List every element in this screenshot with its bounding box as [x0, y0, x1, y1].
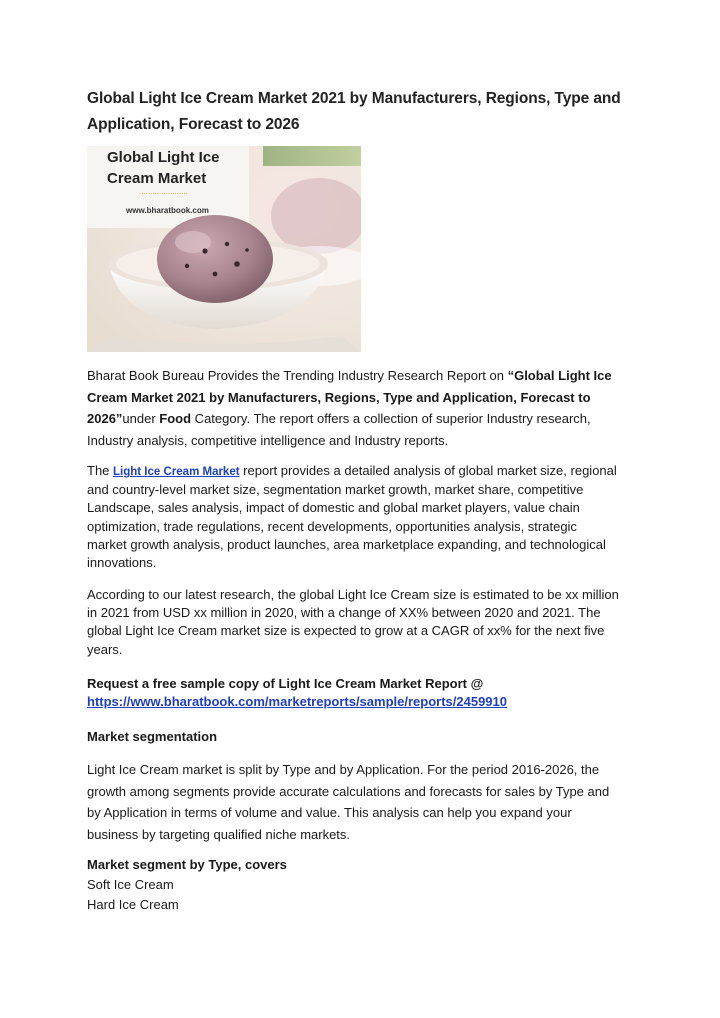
sample-request-link[interactable]: https://www.bharatbook.com/marketreports/sample/reports/2459910 — [87, 694, 507, 710]
hero-dots: ...................... — [139, 187, 188, 196]
intro-report-name-cont: Cream Market 2021 by Manufacturers, Regions, Type and Application, Forecast to — [87, 389, 591, 405]
analysis-paragraph — [87, 462, 642, 572]
segmentation-paragraph — [87, 759, 642, 845]
report-title — [87, 86, 647, 138]
research-line-1: According to our latest research, the global Light Ice Cream size is estimated to be xx million — [87, 587, 619, 602]
intro-under: under — [122, 411, 160, 426]
market-report-link[interactable]: Light Ice Cream Market — [113, 466, 240, 478]
intro-report-name: “Global Light Ice — [507, 368, 612, 383]
segmentation-line-1: Light Ice Cream market is split by Type and by Application. For the period 2016-2026, the — [87, 762, 600, 777]
hero-heading-line-2: Cream Market — [107, 170, 207, 187]
research-line-4: years. — [87, 641, 123, 657]
intro-text-cont: Category. The report offers a collection of superior Industry research, — [191, 411, 591, 426]
type-segment-heading: Market segment by Type, covers — [87, 857, 287, 872]
hero-site: www.bharatbook.com — [126, 206, 209, 215]
research-line-3: global Light Ice Cream market size is expected to grow at a CAGR of xx% for the next five — [87, 623, 605, 639]
type-segment-list — [87, 855, 642, 915]
segmentation-line-4: business by targeting qualified niche markets. — [87, 826, 351, 842]
list-item: Hard Ice Cream — [87, 897, 179, 912]
analysis-line-4: optimization, trade regulations, recent developments, opportunities analysis, strategic — [87, 518, 577, 534]
analysis-line-1: report provides a detailed analysis of global market size, regional — [239, 463, 617, 478]
ice-cream-scoop — [157, 215, 273, 303]
research-paragraph — [87, 586, 642, 659]
title-line-2: Application, Forecast to 2026 — [87, 116, 300, 133]
segmentation-line-3: by Application in terms of volume and value. This analysis can help you expand your — [87, 805, 572, 820]
hero-image — [87, 146, 361, 352]
sample-request-label: Request a free sample copy of Light Ice Cream Market Report @ — [87, 676, 484, 691]
intro-text: Bharat Book Bureau Provides the Trending Industry Research Report on — [87, 368, 508, 383]
intro-text-end: Industry analysis, competitive intelligence and Industry reports. — [87, 432, 449, 448]
segmentation-line-2: growth among segments provide accurate calculations and forecasts for sales by Type and — [87, 783, 610, 799]
hero-heading-line-1: Global Light Ice — [107, 149, 220, 166]
title-line-1: Global Light Ice Cream Market 2021 by Manufacturers, Regions, Type and — [87, 90, 621, 107]
analysis-line-6: innovations. — [87, 555, 157, 571]
sample-request — [87, 675, 642, 711]
research-line-2: in 2021 from USD xx million in 2020, with a change of XX% between 2020 and 2021. The — [87, 605, 601, 621]
analysis-line-3: Landscape, sales analysis, impact of domestic and global market players, value chain — [87, 500, 580, 516]
analysis-line-2: and country-level market size, segmentation market growth, market share, competitive — [87, 482, 584, 498]
analysis-line-5: market growth analysis, product launches, area marketplace expanding, and technological — [87, 536, 606, 552]
list-item: Soft Ice Cream — [87, 877, 174, 892]
intro-report-year: 2026” — [87, 411, 123, 426]
analysis-pre: The — [87, 463, 114, 478]
intro-category: Food — [159, 411, 192, 426]
ice-cream-illustration — [87, 146, 361, 352]
intro-paragraph — [87, 365, 642, 451]
segmentation-heading: Market segmentation — [87, 729, 218, 744]
